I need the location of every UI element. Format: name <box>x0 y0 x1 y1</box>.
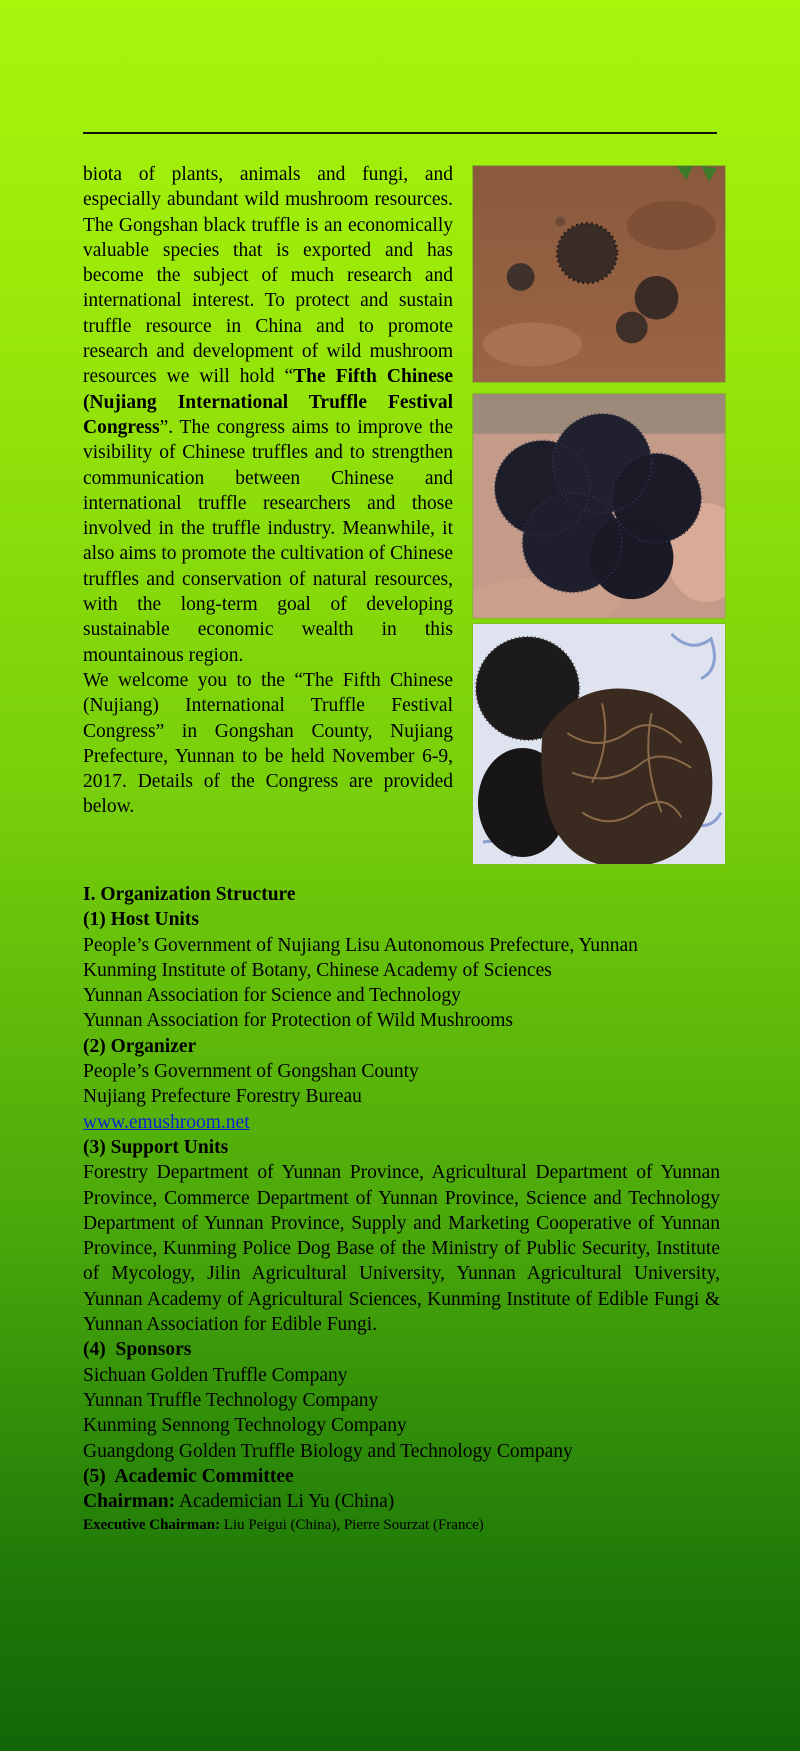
organization-structure <box>83 882 720 1536</box>
top-rule <box>83 132 717 134</box>
executive-chairman-line <box>83 1514 720 1536</box>
organizer-heading: (2) Organizer <box>83 1035 197 1057</box>
truffle-photo-column <box>472 165 726 865</box>
sponsors-heading: (4) Sponsors <box>83 1339 192 1361</box>
organizer: People’s Government of Gongshan County <box>83 1061 419 1083</box>
executive-chairman-label: Executive Chairman: <box>83 1517 221 1534</box>
chairman-line <box>83 1489 720 1514</box>
host-units-heading: (1) Host Units <box>83 909 199 931</box>
black-truffle-in-hand-photo <box>472 393 726 619</box>
sponsor: Guangdong Golden Truffle Biology and Technology Company <box>83 1440 573 1462</box>
website-link[interactable]: www.emushroom.net <box>83 1111 250 1133</box>
support-units-heading: (3) Support Units <box>83 1136 229 1158</box>
host-unit: Yunnan Association for Science and Technology <box>83 985 461 1007</box>
chairman-value: Academician Li Yu (China) <box>175 1491 395 1513</box>
intro-paragraph-2: We welcome you to the “The Fifth Chinese (Nujiang) International Truffle Festival Congress” in Gongshan County, Nujiang Prefecture, Yunnan to be held November 6-9, 2017. Details of the Congress are provided below. <box>83 669 453 818</box>
sponsor: Yunnan Truffle Technology Company <box>83 1389 379 1411</box>
executive-chairman-value: Liu Peigui (China), Pierre Sourzat (France) <box>220 1517 484 1534</box>
intro-paragraph-1: biota of plants, animals and fungi, and especially abundant wild mushroom resources. The Gongshan black truffle is an economically valuable species that is exported and has become the subject of much research and international interest. To protect and sustain truffle resource in China and to promote research and development of wild mushroom resources we will hold “The Fifth Chinese (Nujiang International Truffle Festival Congress”. The congress aims to improve the visibility of Chinese truffles and to strengthen communication between Chinese and international truffle researchers and those involved in the truffle industry. Meanwhile, it also aims to promote the cultivation of Chinese truffles and conservation of natural resources, with the long-term goal of developing sustainable economic wealth in this mountainous region. <box>83 164 453 666</box>
intro-text <box>83 162 453 820</box>
sponsor: Kunming Sennong Technology Company <box>83 1415 407 1437</box>
chairman-label: Chairman: <box>83 1491 176 1513</box>
host-unit: Yunnan Association for Protection of Wild Mushrooms <box>83 1010 513 1032</box>
congress-name: The Fifth Chinese (Nujiang International Truffle Festival Congress <box>83 366 453 438</box>
host-unit: People’s Government of Nujiang Lisu Autonomous Prefecture, Yunnan <box>83 934 638 956</box>
host-unit: Kunming Institute of Botany, Chinese Academy of Sciences <box>83 959 552 981</box>
sponsor: Sichuan Golden Truffle Company <box>83 1364 348 1386</box>
sliced-truffle-photo <box>472 623 726 865</box>
organizer: Nujiang Prefecture Forestry Bureau <box>83 1086 362 1108</box>
support-units-text: Forestry Department of Yunnan Province, Agricultural Department of Yunnan Province, Commerce Department of Yunnan Province, Science and Technology Department of Yunnan Province, Supply and Marketing Cooperative of Yunnan Province, Kunming Police Dog Base of the Ministry of Public Security, Institute of Mycology, Jilin Agricultural University, Yunnan Agricultural University, Yunnan Academy of Agricultural Sciences, Kunming Institute of Edible Fungi & Yunnan Association for Edible Fungi. <box>83 1162 720 1336</box>
section-title: I. Organization Structure <box>83 884 296 905</box>
truffles-in-soil-photo <box>472 165 726 383</box>
academic-committee-heading: (5) Academic Committee <box>83 1465 294 1487</box>
